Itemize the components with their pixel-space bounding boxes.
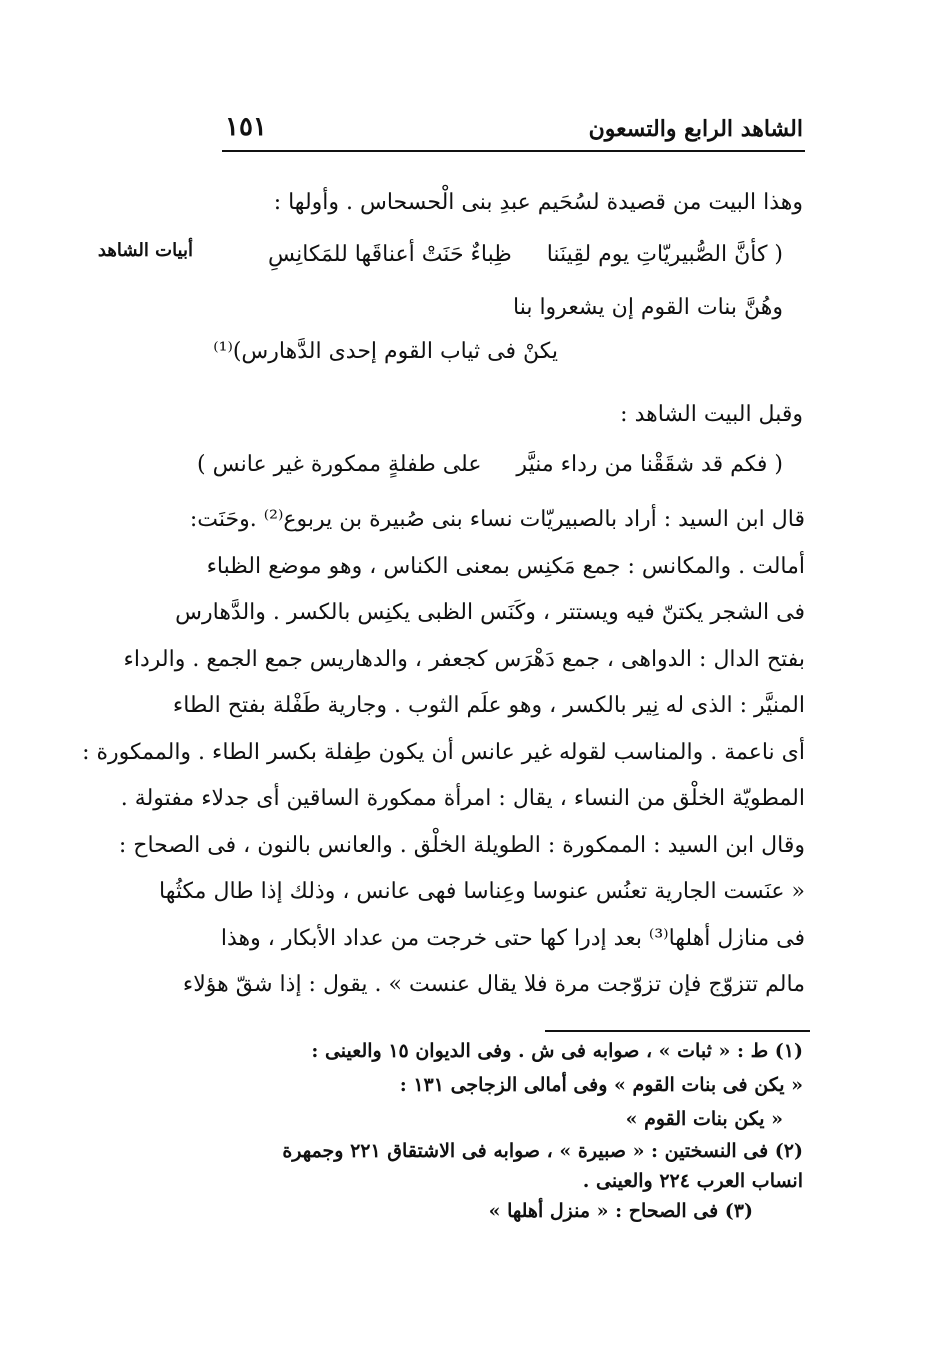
footnote-3: (٣) فى الصحاح : « منزل أهلها » bbox=[488, 1200, 753, 1222]
footnote-2: (٢) فى النسختين : « صبيرة » ، صوابه فى الاشتقاق ٢٢١ وجمهرة bbox=[282, 1140, 803, 1162]
intro-line: وهذا البيت من قصيدة لسُحَيم عبدِ بنى الْحسحاس . وأولها : bbox=[273, 190, 803, 215]
commentary-line: فى منازل أهلها⁽³⁾ بعد إدرا كها حتى خرجت من عداد الأبكار ، وهذا bbox=[220, 926, 805, 951]
commentary-line: أى ناعمة . والمناسب لقوله غير عانس أن يكون طِفلة بكسر الطاء . والممكورة : bbox=[82, 740, 805, 765]
page-number: ١٥١ bbox=[225, 112, 267, 142]
commentary-line: أمالت . والمكانس : جمع مَكنِس بمعنى الكناس ، وهو موضع الظباء bbox=[206, 554, 805, 579]
commentary-line: وقال ابن السيد : الممكورة : الطويلة الخلْق . والعانس بالنون ، فى الصحاح : bbox=[118, 833, 805, 858]
header-rule bbox=[222, 150, 805, 152]
commentary-line: المطويّة الخلْق من النساء ، يقال : امرأة ممكورة الساقين أى جدلاء مفتولة . bbox=[120, 786, 805, 811]
footnote-rule bbox=[545, 1030, 810, 1032]
before-label: وقبل البيت الشاهد : bbox=[620, 402, 803, 427]
footnote-1-cont: « يكن بنات القوم » bbox=[625, 1108, 783, 1130]
commentary-line: المنيَّر : الذى له نِير بالكسر ، وهو علَم الثوب . وجارية طَفْلة بفتح الطاء bbox=[172, 693, 805, 718]
poem-verse-1: ( كأنَّ الصُّبيريّاتِ يوم لقِينَنا ظِباءٌ حَنَتْ أعناقَها للمَكانِسِ bbox=[268, 242, 783, 267]
poem-verse-2: وهُنَّ بنات القوم إن يشعروا بنا bbox=[512, 295, 783, 320]
commentary-line: « عنَست الجارية تعنُس عنوسا وعِناسا فهى عانس ، وذلك إذا طال مكثُها bbox=[159, 879, 805, 904]
footnote-1: (١) ط : « ثبات » ، صوابه فى ش . وفى الديوان ١٥ والعينى : bbox=[311, 1040, 803, 1062]
running-header: الشاهد الرابع والتسعون bbox=[588, 116, 803, 142]
margin-note: أبيات الشاهد bbox=[97, 240, 193, 261]
poem-verse-4: ( فكم قد شقَقْنا من رداء منيَّر على طفلةٍ ممكورة غير عانس ) bbox=[197, 452, 783, 477]
commentary-line: بفتح الدال : الدواهى ، جمع دَهْرَس كجعفر ، والدهاريس جمع الجمع . والرداء bbox=[123, 647, 805, 672]
commentary-line: فى الشجر يكتنّ فيه ويستتر ، وكَنَس الظبى يكنِس بالكسر . والدَّهارس bbox=[175, 600, 805, 625]
poem-verse-3: يكنْ فى ثياب القوم إحدى الدَّهارس)⁽¹⁾ bbox=[213, 339, 558, 364]
commentary-line: قال ابن السيد : أراد بالصبيريّات نساء بنى صُبيرة بن يربوع⁽²⁾ .وحَنَت: bbox=[189, 507, 805, 532]
commentary-line: مالم تتزوّج فإن تزوّجت مرة فلا يقال عنست » . يقول : إذا شقّ هؤلاء bbox=[182, 972, 805, 997]
footnote-2-cont: انساب العرب ٢٢٤ والعينى . bbox=[582, 1170, 803, 1192]
footnote-1-cont: « يكن فى بنات القوم » وفى أمالى الزجاجى ١٣١ : bbox=[399, 1074, 803, 1096]
